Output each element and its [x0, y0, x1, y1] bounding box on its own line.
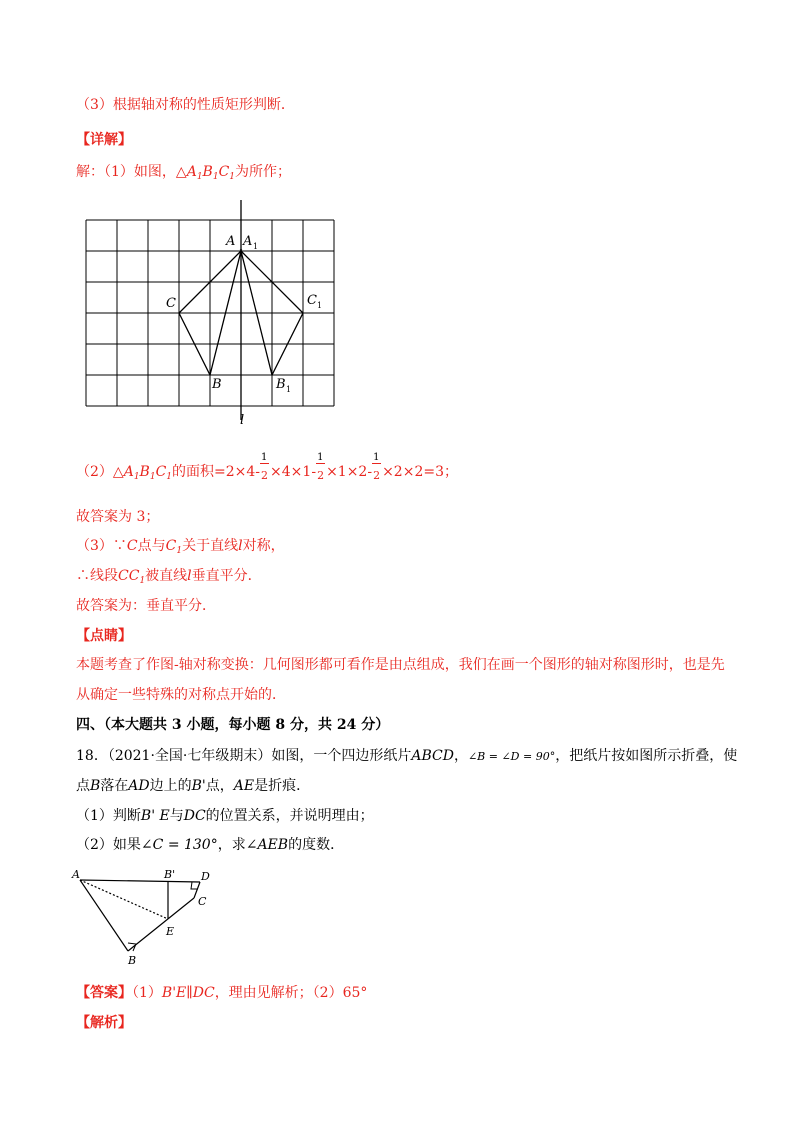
answer-line: 【答案】（1）B'E∥DC，理由见解析；（2）65° [76, 985, 368, 1001]
label-A: A [226, 234, 236, 249]
right-angle-D [191, 882, 198, 889]
fold-figure [70, 866, 220, 968]
solution-part1: 解：（1）如图，$\triangle A_1B_1C_1$为所作； [76, 164, 292, 182]
edge-BC [128, 898, 194, 951]
fig2-label-A: A [72, 868, 80, 881]
fig2-label-B: B [128, 954, 137, 967]
grid-figure [80, 198, 350, 430]
comment-line-2: 从确定一些特殊的对称点开始的． [76, 687, 286, 703]
label-B: B [212, 377, 222, 392]
fig2-label-E: E [166, 925, 175, 938]
edge-AB [80, 880, 128, 951]
label-l: l [240, 413, 245, 428]
q18-line1: 18．（2021·全国·七年级期末）如图，一个四边形纸片ABCD，∠B = ∠D = 90°，把纸片按如图所示折叠，使 [76, 748, 738, 764]
hint-3: （3）根据轴对称的性质矩形判断． [76, 97, 295, 113]
label-C1-sub: 1 [317, 301, 323, 310]
answer-3: 故答案为 3； [76, 509, 160, 525]
fig2-label-D: D [201, 870, 210, 883]
edge-AD [80, 880, 200, 882]
q18-part2: （2）如果∠C = 130°，求∠AEB的度数． [76, 837, 345, 853]
solution-part2: $(2)\triangle A_1B_1C_1$的面积=2×4- $\frac{1}{2}$ ×4×1- $\frac{1}{2}$ ×1×2- $\frac{1}{2}$ ×2×2=3； [76, 452, 458, 482]
jiexi-heading: 【解析】 [76, 1015, 132, 1031]
answer-perpendicular: 故答案为：垂直平分． [76, 598, 216, 614]
label-A1: A [243, 234, 253, 249]
comment-line-1: 本题考查了作图-轴对称变换：几何图形都可看作是由点组成，我们在画一个图形的轴对称图形时，也是先 [76, 657, 725, 673]
therefore-line: ∴线段$CC_1$被直线l垂直平分． [76, 568, 262, 586]
fig2-label-Bp: B' [164, 868, 176, 881]
label-B1-sub: 1 [286, 385, 292, 394]
q18-line2: 点B落在AD边上的B'点，AE是折痕． [76, 778, 311, 794]
label-B1: B [276, 377, 286, 392]
fig2-label-C: C [198, 895, 207, 908]
detail-heading: 【详解】 [76, 132, 132, 148]
label-A1-sub: 1 [253, 242, 259, 251]
label-C1: C [307, 293, 317, 308]
section-4-heading: 四、（本大题共 3 小题，每小题 8 分，共 24 分） [76, 717, 390, 733]
q18-part1: （1）判断B' E与DC的位置关系，并说明理由； [76, 808, 374, 824]
dianjing-heading: 【点睛】 [76, 628, 132, 644]
label-C: C [166, 296, 176, 311]
solution-part3: （3）∵C点与$C_1$关于直线l对称， [76, 538, 285, 556]
